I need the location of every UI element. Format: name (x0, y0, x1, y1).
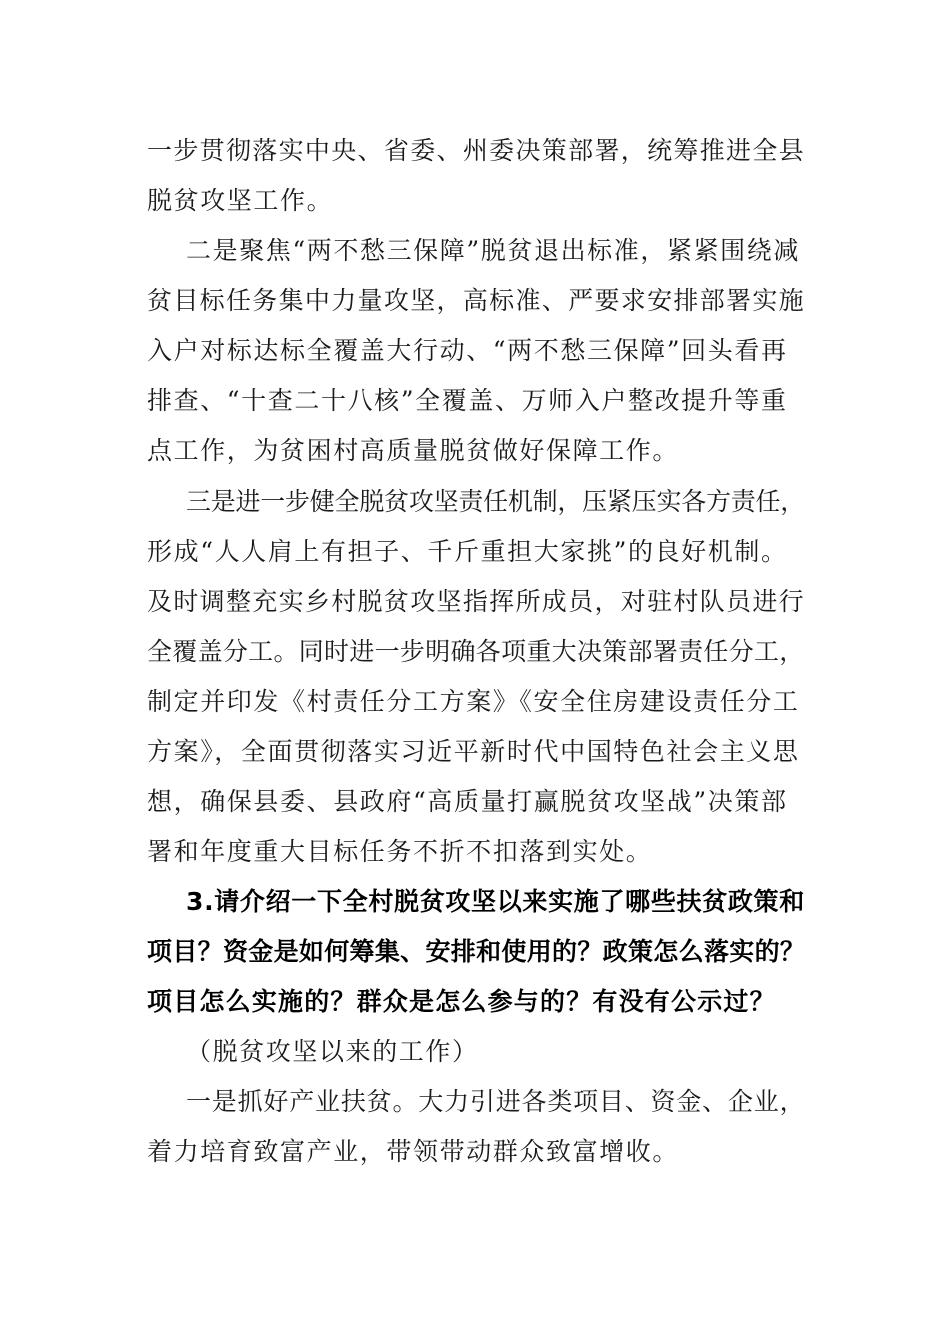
paragraph-line: 全覆盖分工。同时进一步明确各项重大决策部署责任分工， (147, 637, 805, 666)
question-heading-line: 项目？资金是如何筹集、安排和使用的？政策怎么落实的？ (147, 937, 806, 966)
paragraph-line: 排查、“十查二十八核”全覆盖、万师入户整改提升等重 (147, 386, 788, 415)
paragraph-line: 三是进一步健全脱贫攻坚责任机制，压紧压实各方责任， (186, 487, 806, 516)
paragraph-line: 入户对标达标全覆盖大行动、“两不愁三保障”回头看再 (147, 336, 788, 365)
paragraph-line: 一步贯彻落实中央、省委、州委决策部署，统筹推进全县 (147, 136, 806, 165)
paragraph-line: 制定并印发《村责任分工方案》《安全住房建设责任分工 (147, 687, 800, 716)
paragraph-line: 二是聚焦“两不愁三保障”脱贫退出标准，紧紧围绕减 (186, 236, 800, 265)
paragraph-line: 想，确保县委、县政府“高质量打赢脱贫攻坚战”决策部 (147, 787, 788, 816)
paragraph-line: 署和年度重大目标任务不折不扣落到实处。 (147, 837, 653, 866)
paragraph-line: 方案》，全面贯彻落实习近平新时代中国特色社会主义思 (147, 737, 800, 766)
paragraph-line: 脱贫攻坚工作。 (147, 186, 334, 215)
question-heading-line: 3.请介绍一下全村脱贫攻坚以来实施了哪些扶贫政策和 (186, 887, 805, 916)
section-subtitle: （脱贫攻坚以来的工作） (186, 1037, 479, 1066)
paragraph-line: 一是抓好产业扶贫。大力引进各类项目、资金、企业， (186, 1087, 806, 1116)
paragraph-line: 及时调整充实乡村脱贫攻坚指挥所成员，对驻村队员进行 (147, 587, 806, 616)
paragraph-line: 着力培育致富产业，带领带动群众致富增收。 (147, 1137, 680, 1166)
paragraph-line: 形成“人人肩上有担子、千斤重担大家挑”的良好机制。 (147, 537, 788, 566)
paragraph-line: 贫目标任务集中力量攻坚，高标准、严要求安排部署实施 (147, 286, 806, 315)
question-heading-line: 项目怎么实施的？群众是怎么参与的？有没有公示过？ (147, 987, 776, 1016)
paragraph-line: 点工作，为贫困村高质量脱贫做好保障工作。 (147, 436, 680, 465)
